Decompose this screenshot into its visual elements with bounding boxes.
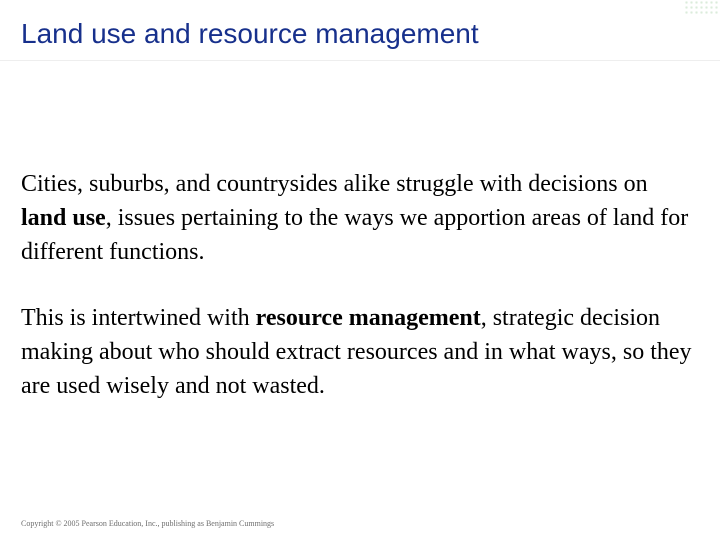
- copyright-footer: Copyright © 2005 Pearson Education, Inc., publishing as Benjamin Cummings: [21, 519, 275, 528]
- paragraph-text: Cities, suburbs, and countrysides alike struggle with decisions on: [21, 171, 648, 197]
- key-term-land-use: land use: [21, 205, 106, 231]
- slide-title: Land use and resource management: [21, 18, 479, 49]
- paragraph-land-use: [21, 167, 693, 269]
- title-divider: [0, 60, 720, 61]
- paragraph-text: , strategic decision making about who should extract resources and in what ways, so they are used wisely and not wasted.: [21, 305, 692, 399]
- corner-decoration: [684, 0, 720, 14]
- paragraph-text: , issues pertaining to the ways we apportion areas of land for different functions.: [21, 205, 689, 265]
- paragraph-text: This is intertwined with: [21, 305, 256, 331]
- key-term-resource-management: resource management: [255, 305, 481, 331]
- paragraph-resource-management: [21, 301, 693, 403]
